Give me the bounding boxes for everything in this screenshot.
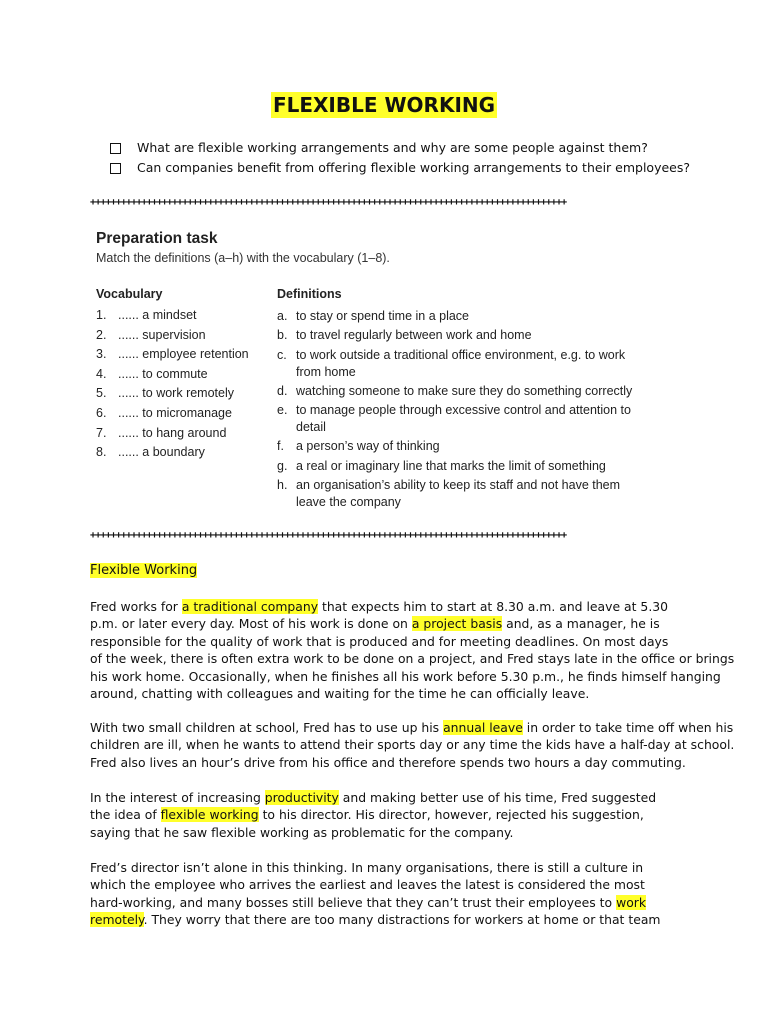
definition-item [277, 402, 637, 436]
paragraph-line [90, 633, 680, 650]
text-segment: saying that he saw flexible working as problematic for the company. [90, 824, 514, 840]
definition-letter: f. [277, 439, 284, 454]
vocabulary-number: 3. [96, 347, 107, 362]
vocabulary-item [96, 406, 249, 426]
text-segment: that expects him to start at 8.30 a.m. and leave at 5.30 [318, 599, 669, 614]
vocabulary-term: ...... employee retention [118, 347, 249, 362]
vocabulary-item [96, 445, 249, 465]
text-segment: and, as a manager, he is [502, 616, 660, 632]
text-segment: Fred works for [90, 599, 182, 614]
vocabulary-item [96, 386, 249, 406]
vocabulary-term: ...... to commute [118, 366, 208, 381]
definition-text: to work outside a traditional office environment, e.g. to work from home [296, 347, 626, 379]
definition-text: to manage people through excessive control and attention to detail [296, 403, 631, 435]
paragraph-line [90, 806, 680, 823]
prep-instructions: Match the definitions (a–h) with the vocabulary (1–8). [96, 251, 390, 265]
paragraph-line [90, 598, 680, 615]
vocabulary-number: 8. [96, 445, 107, 460]
vocabulary-number: 4. [96, 366, 107, 381]
definition-text: a person’s way of thinking [296, 439, 440, 454]
definition-item [277, 438, 637, 455]
definition-item [277, 327, 637, 344]
text-segment: p.m. or later every day. Most of his work is done on [90, 616, 412, 632]
paragraph-line [90, 719, 734, 736]
text-segment: Fred’s director isn’t alone in this thinking. In many organisations, there is still a culture in [90, 860, 644, 875]
text-segment: With two small children at school, Fred has to use up his [90, 720, 444, 735]
section-heading [90, 563, 197, 578]
definitions-list [277, 308, 637, 513]
highlighted-term: work [616, 894, 647, 910]
prep-title: Preparation task [96, 230, 218, 247]
text-segment: hard-working, and many bosses still believe that they can’t trust their employees to [90, 894, 617, 910]
question-item [110, 138, 690, 158]
highlighted-term: productivity [264, 790, 339, 805]
definition-letter: h. [277, 478, 288, 493]
text-segment: responsible for the quality of work that is produced and for meeting deadlines. On most days [90, 633, 669, 649]
text-segment: and making better use of his time, Fred suggested [338, 790, 657, 805]
body-paragraph [90, 789, 680, 841]
definition-letter: e. [277, 403, 288, 418]
vocabulary-term: ...... to micromanage [118, 405, 232, 420]
paragraph-line [90, 668, 721, 685]
definition-letter: d. [277, 383, 288, 398]
definition-text: watching someone to make sure they do something correctly [296, 383, 633, 398]
body-paragraph [90, 598, 735, 702]
section-heading-text: Flexible Working [90, 563, 198, 578]
checkbox-icon [110, 163, 121, 174]
text-segment: of the week, there is often extra work to be done on a project, and Fred stays late in the office or brings [90, 651, 735, 667]
separator-line: +++++++++++++++++++++++++++++++++++++++++++++++++++++++++++++++++++++++++++++++++++++++++++++ [90, 530, 567, 541]
highlighted-term: annual leave [443, 720, 523, 735]
separator-line: +++++++++++++++++++++++++++++++++++++++++++++++++++++++++++++++++++++++++++++++++++++++++++++ [90, 197, 567, 208]
paragraph-line [90, 754, 686, 771]
text-segment: to his director. His director, however, rejected his suggestion, [258, 807, 644, 823]
text-segment: around, chatting with colleagues and waiting for the time he can officially leave. [90, 686, 590, 702]
paragraph-line [90, 789, 680, 806]
highlighted-term: a traditional company [181, 599, 319, 614]
definition-item [277, 477, 637, 511]
text-segment: In the interest of increasing [90, 790, 265, 805]
paragraph-line [90, 859, 680, 876]
definition-item [277, 383, 637, 400]
document-title-text: FLEXIBLE WORKING [272, 93, 496, 117]
question-item [110, 158, 690, 178]
vocabulary-number: 7. [96, 425, 107, 440]
definitions-heading: Definitions [277, 287, 342, 301]
vocabulary-list [96, 308, 249, 465]
paragraph-line [90, 685, 680, 702]
vocabulary-term: ...... supervision [118, 327, 206, 342]
text-segment: the idea of [90, 807, 161, 823]
paragraph-line [90, 615, 680, 632]
question-text: What are flexible working arrangements and why are some people against them? [137, 140, 648, 155]
definition-text: to stay or spend time in a place [296, 309, 470, 323]
vocabulary-term: ...... a mindset [118, 308, 197, 322]
definition-text: an organisation’s ability to keep its staff and not have them leave the company [296, 478, 621, 510]
vocabulary-item [96, 308, 249, 328]
document-title [0, 93, 768, 117]
definition-text: a real or imaginary line that marks the limit of something [296, 458, 606, 473]
paragraph-line [90, 911, 680, 928]
highlighted-term: flexible working [160, 807, 259, 823]
vocabulary-number: 2. [96, 327, 107, 342]
question-text: Can companies benefit from offering flexible working arrangements to their employees? [137, 160, 690, 175]
vocabulary-heading: Vocabulary [96, 287, 163, 301]
vocabulary-item [96, 347, 249, 367]
text-segment: children are ill, when he wants to attend their sports day or any time the kids have a half-day at school. [90, 737, 735, 753]
paragraph-line [90, 876, 680, 893]
text-segment: Fred also lives an hour’s drive from his office and therefore spends two hours a day commuting. [90, 754, 686, 770]
paragraph-line [90, 894, 680, 911]
vocabulary-number: 1. [96, 308, 107, 322]
body-paragraph [90, 859, 680, 929]
body-paragraph [90, 719, 735, 771]
vocabulary-item [96, 426, 249, 446]
vocabulary-term: ...... to work remotely [118, 386, 235, 401]
paragraph-line [90, 650, 735, 667]
vocabulary-item [96, 328, 249, 348]
definition-letter: a. [277, 309, 288, 323]
paragraph-line [90, 824, 680, 841]
text-segment: . They worry that there are too many distractions for workers at home or that team [143, 912, 661, 928]
text-segment: his work home. Occasionally, when he finishes all his work before 5.30 p.m., he finds himself hanging [90, 668, 721, 684]
definition-item [277, 458, 637, 475]
definition-item [277, 308, 637, 325]
vocabulary-term: ...... a boundary [118, 445, 205, 460]
text-segment: which the employee who arrives the earliest and leaves the latest is considered the most [90, 877, 645, 893]
definition-item [277, 347, 637, 381]
definition-letter: b. [277, 328, 288, 343]
definition-text: to travel regularly between work and home [296, 328, 532, 343]
vocabulary-item [96, 367, 249, 387]
vocabulary-number: 6. [96, 405, 107, 420]
highlighted-term: remotely [90, 912, 144, 928]
vocabulary-number: 5. [96, 386, 107, 401]
checkbox-icon [110, 143, 121, 154]
highlighted-term: a project basis [411, 616, 503, 632]
discussion-questions [110, 138, 690, 178]
definition-letter: c. [277, 347, 287, 362]
paragraph-line [90, 736, 735, 753]
text-segment: in order to take time off when his [522, 720, 734, 735]
vocabulary-term: ...... to hang around [118, 425, 227, 440]
definition-letter: g. [277, 458, 288, 473]
